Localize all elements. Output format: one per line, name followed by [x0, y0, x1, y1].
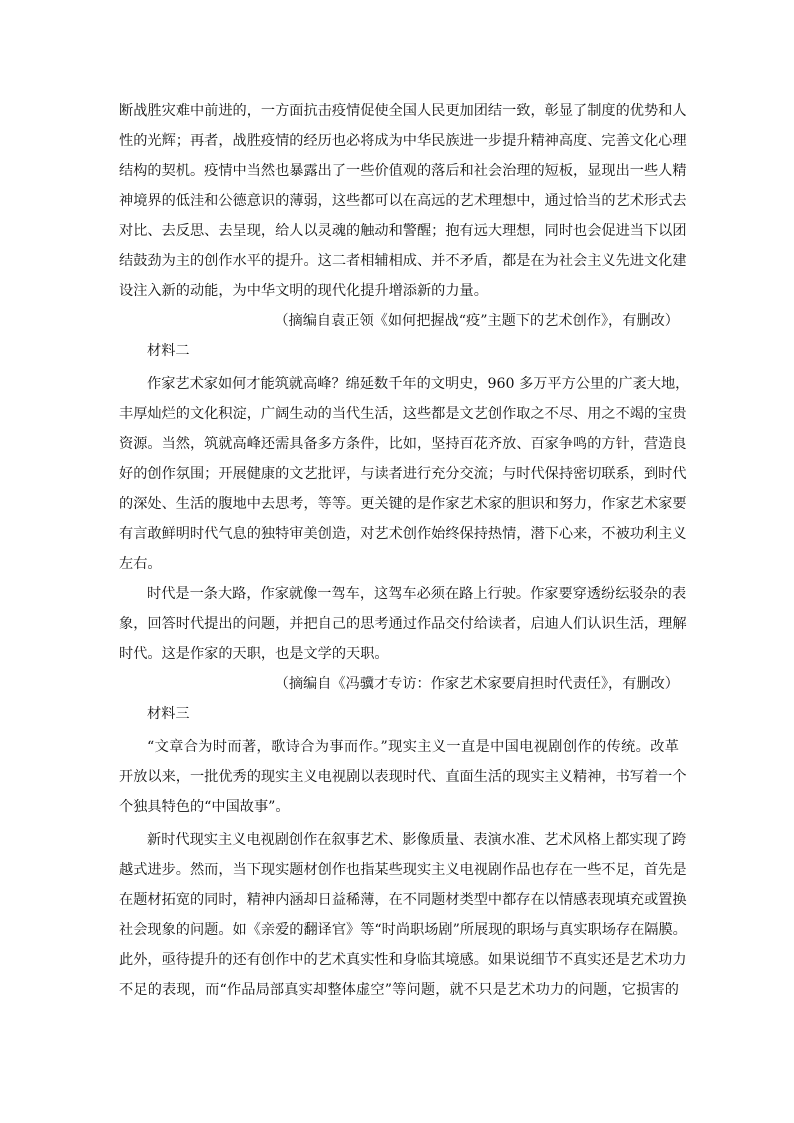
- text-line: 资源。当然，筑就高峰还需具备多方条件，比如，坚持百花齐放、百家争鸣的方针，营造良: [119, 436, 687, 452]
- text-line: 断战胜灾难中前进的，一方面抗击疫情促使全国人民更加团结一致，彰显了制度的优势和人: [119, 103, 687, 119]
- text-line: 不足的表现，而“作品局部真实却整体虚空”等问题，就不只是艺术功力的问题，它损害的: [119, 982, 679, 998]
- text-line: 的深处、生活的腹地中去思考，等等。更关键的是作家艺术家的胆识和努力，作家艺术家要: [119, 496, 687, 512]
- text-line: 在题材拓宽的同时，精神内涵却日益稀薄，在不同题材类型中都存在以情感表现填充或置换: [119, 892, 687, 908]
- text-line: 开放以来，一批优秀的现实主义电视剧以表现时代、直面生活的现实主义精神，书写着一个: [119, 769, 687, 785]
- text-line: 左右。: [119, 556, 162, 572]
- source-citation: （摘编自《冯骥才专访：作家艺术家要肩担时代责任》，有删改）: [274, 676, 679, 692]
- text-line: 越式进步。然而，当下现实题材创作也指某些现实主义电视剧作品也存在一些不足，首先是: [119, 862, 687, 878]
- text-line: 象，回答时代提出的问题，并把自己的思考通过作品交付给读者，启迪人们认识生活，理解: [119, 616, 687, 632]
- section-heading: 材料二: [147, 343, 190, 359]
- text-line: “文章合为时而著，歌诗合为事而作。”现实主义一直是中国电视剧创作的传统。改革: [147, 739, 679, 755]
- text-line: 设注入新的动能，为中华文明的现代化提升增添新的力量。: [119, 283, 488, 299]
- text-line: 结构的契机。疫情中当然也暴露出了一些价值观的落后和社会治理的短板，显现出一些人精: [119, 163, 687, 179]
- text-line: 新时代现实主义电视剧创作在叙事艺术、影像质量、表演水准、艺术风格上都实现了跨: [147, 832, 687, 848]
- text-line: 结鼓劲为主的创作水平的提升。这二者相辅相成、并不矛盾，都是在为社会主义先进文化建: [119, 253, 687, 269]
- text-line: 好的创作氛围；开展健康的文艺批评，与读者进行充分交流；与时代保持密切联系，到时代: [119, 466, 687, 482]
- text-line: 有言敢鲜明时代气息的独特审美创造，对艺术创作始终保持热情，潜下心来，不被功利主义: [119, 526, 687, 542]
- text-line: 时代是一条大路，作家就像一驾车，这驾车必须在路上行驶。作家要穿透纷纭驳杂的表: [147, 586, 687, 602]
- text-line: 社会现象的问题。如《亲爱的翻译官》等“时尚职场剧”所展现的职场与真实职场存在隔膜。: [119, 922, 687, 938]
- text-line: 神境界的低洼和公德意识的薄弱，这些都可以在高远的艺术理想中，通过恰当的艺术形式去: [119, 193, 687, 209]
- text-line: 性的光辉；再者，战胜疫情的经历也必将成为中华民族进一步提升精神高度、完善文化心理: [119, 133, 687, 149]
- text-line: 丰厚灿烂的文化积淀，广阔生动的当代生活，这些都是文艺创作取之不尽、用之不竭的宝贵: [119, 406, 687, 422]
- text-line: 时代。这是作家的天职，也是文学的天职。: [119, 646, 389, 662]
- text-line: 作家艺术家如何才能筑就高峰？绵延数千年的文明史，960 多万平方公里的广袤大地，: [147, 376, 690, 392]
- text-line: 个独具特色的“中国故事”。: [119, 799, 290, 815]
- text-line: 对比、去反思、去呈现，给人以灵魂的触动和警醒；抱有远大理想，同时也会促进当下以团: [119, 223, 687, 239]
- section-heading: 材料三: [147, 706, 190, 722]
- text-line: 此外，亟待提升的还有创作中的艺术真实性和身临其境感。如果说细节不真实还是艺术功力: [119, 952, 687, 968]
- source-citation: （摘编自袁正领《如何把握战“疫”主题下的艺术创作》，有删改）: [274, 313, 679, 329]
